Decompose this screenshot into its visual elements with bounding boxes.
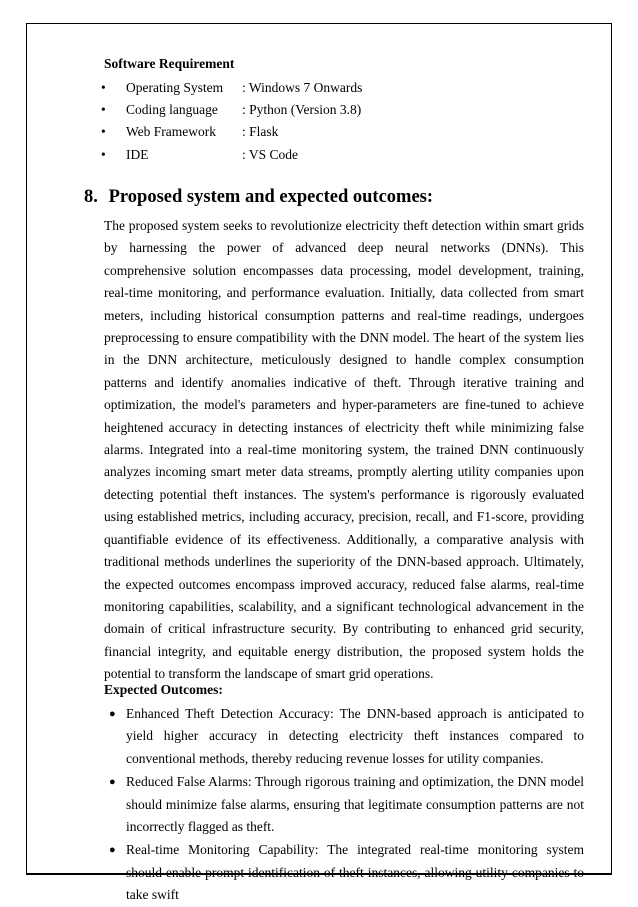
software-item-os xyxy=(84,77,564,99)
list-item xyxy=(104,703,584,770)
list-item-text: Reduced False Alarms: Through rigorous training and optimization, the DNN model should minimize false alarms, ensuring that legitimate consumption patterns are not incorrectly flagged as theft. xyxy=(126,774,584,835)
section-number: 8. xyxy=(84,187,98,207)
expected-outcomes-list xyxy=(104,703,584,903)
software-item-label: Web Framework xyxy=(126,124,217,140)
software-item-label: Coding language xyxy=(126,102,218,118)
expected-outcomes-heading: Expected Outcomes: xyxy=(104,682,223,697)
section-title: Proposed system and expected outcomes: xyxy=(108,187,434,207)
bullet-icon: ● xyxy=(109,844,116,857)
section-heading xyxy=(84,186,433,208)
software-item-language xyxy=(84,99,564,121)
list-item-text: Enhanced Theft Detection Accuracy: The DNN-based approach is anticipated to yield higher accuracy in detecting electricity theft instances compared to conventional methods, thereby reducing revenue losses for utility companies. xyxy=(126,706,584,766)
bullet-icon: ● xyxy=(109,776,116,789)
software-item-value: : VS Code xyxy=(242,146,299,162)
software-requirement-list xyxy=(84,77,564,166)
software-requirement-heading: Software Requirement xyxy=(104,56,235,71)
bullet-icon: • xyxy=(101,124,106,140)
software-item-label: IDE xyxy=(126,146,149,162)
bullet-icon: • xyxy=(101,80,106,95)
bullet-icon: ● xyxy=(109,708,116,720)
software-item-value: : Python (Version 3.8) xyxy=(242,102,362,118)
software-item-ide xyxy=(84,144,564,166)
bullet-icon: • xyxy=(101,146,106,162)
bullet-icon: • xyxy=(101,102,106,118)
section-body-paragraph: The proposed system seeks to revolutionize electricity theft detection within smart grids by harnessing the power of advanced deep neural networks (DNNs). This comprehensive solution encompasses data processing, model development, training, real-time monitoring, and performance evaluation. Initially, data collected from smart meters, including historical consumption patterns and real-time readings, undergoes preprocessing to ensure compatibility with the DNN model. The heart of the system lies in the DNN architecture, meticulously designed to handle complex consumption patterns and identify anomalies indicative of theft. Through iterative training and optimization, the model's parameters and hyper-parameters are fine-tuned to achieve heightened accuracy in detecting instances of electricity theft while minimizing false alarms. Integrated into a real-time monitoring system, the trained DNN continuously analyzes incoming smart meter data streams, promptly alerting utility companies upon detecting potential theft instances. The system's performance is rigorously evaluated using established metrics, including accuracy, precision, recall, and F1-score, providing quantifiable evidence of its effectiveness. Additionally, a comparative analysis with traditional methods underlines the superiority of the DNN-based approach. Ultimately, the expected outcomes encompass improved accuracy, reduced false alarms, real-time monitoring capabilities, scalability, and a significant technological advancement in the domain of critical infrastructure security. By contributing to enhanced grid security, financial integrity, and equitable energy distribution, the proposed system holds the potential to transform the landscape of smart grid operations. xyxy=(104,218,584,682)
list-item-text: Real-time Monitoring Capability: The integrated real-time monitoring system should enable prompt identification of theft instances, allowing utility companies to take swift xyxy=(126,842,584,903)
software-item-value: : Windows 7 Onwards xyxy=(242,80,363,95)
software-item-value: : Flask xyxy=(242,124,279,140)
software-item-label: Operating System xyxy=(126,80,224,95)
list-item xyxy=(104,839,584,903)
list-item xyxy=(104,771,584,838)
software-item-framework xyxy=(84,121,564,143)
